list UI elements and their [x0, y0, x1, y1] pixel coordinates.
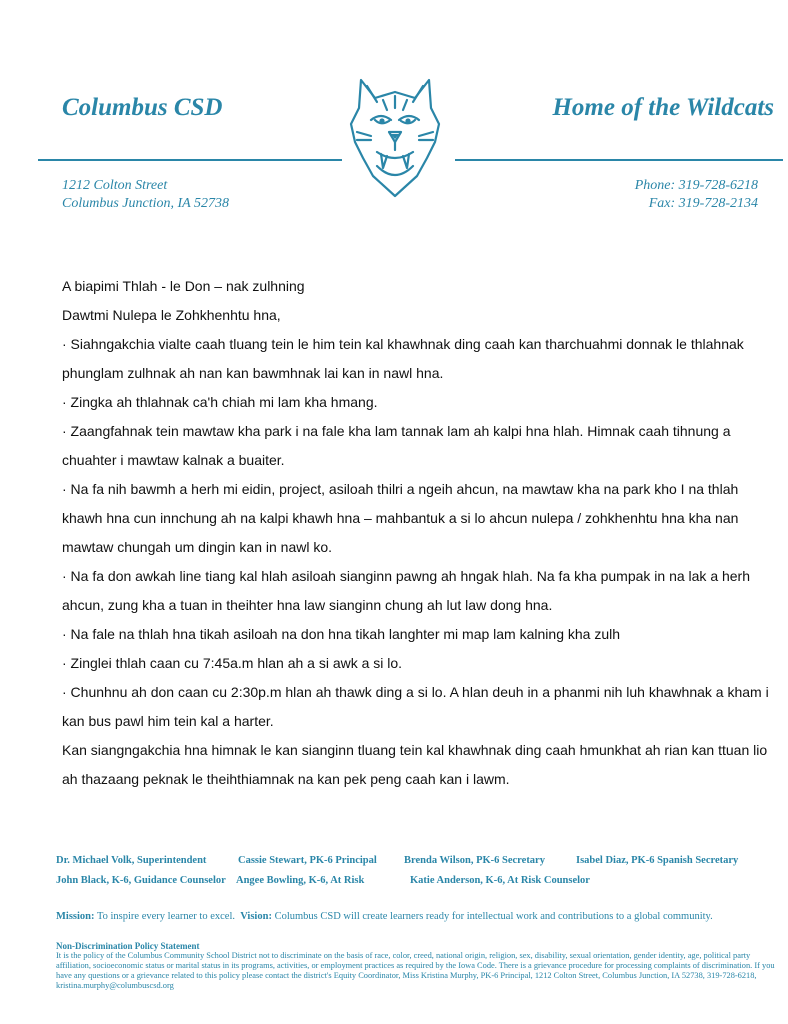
vision-label: Vision:: [240, 911, 272, 922]
contact-block: [635, 177, 758, 213]
staff-spanish-secretary: Isabel Diaz, PK-6 Spanish Secretary: [576, 855, 739, 866]
phone-number: Phone: 319-728-6218: [634, 178, 758, 193]
letter-paragraph: · Na fa don awkah line tiang kal hlah asiloah sianginn pawng ah hngak hlah. Na fa kha pumpak in na lak a herh ahcun, zung kha a tuan in theihter hna law sianginn chung ah lut law dong hna.: [62, 568, 751, 613]
address-block: [62, 177, 229, 213]
letter-title: A biapimi Thlah - le Don – nak zulhning: [62, 278, 305, 294]
header-rule-right: [455, 159, 783, 161]
header-rule-left: [38, 159, 342, 161]
letter-paragraph: · Chunhnu ah don caan cu 2:30p.m hlan ah thawk ding a si lo. A hlan deuh in a phanmi nih luh khawhnak a kham i kan bus pawl him tein kal a harter.: [62, 684, 769, 729]
staff-secretary: Brenda Wilson, PK-6 Secretary: [404, 855, 545, 866]
staff-guidance-counselor: John Black, K-6, Guidance Counselor: [56, 875, 226, 886]
letter-salutation: Dawtmi Nulepa le Zohkhenhtu hna,: [62, 307, 281, 323]
mission-label: Mission:: [56, 911, 95, 922]
letter-paragraph: · Na fa nih bawmh a herh mi eidin, project, asiloah thilri a ngeih ahcun, na mawtaw kha na park kho I na thlah khawh hna cun innchung ah na kalpi khawh hna – mahbantuk a si lo ahcun nulepa / zohkhenhtu hna kha nan mawtaw chungah um dingin kan in nawl ko.: [62, 481, 739, 555]
letter-paragraph: · Zinglei thlah caan cu 7:45a.m hlan ah a si awk a si lo.: [62, 655, 403, 671]
staff-principal: Cassie Stewart, PK-6 Principal: [238, 855, 377, 866]
letter-paragraph: · Siahngakchia vialte caah tluang tein le him tein kal khawhnak ding caah kan tharchuahmi donnak le thlahnak phunglam zulhnak ah nan kan bawmhnak lai kan in nawl hna.: [62, 336, 744, 381]
staff-superintendent: Dr. Michael Volk, Superintendent: [56, 855, 207, 866]
fax-number: Fax: 319-728-2134: [648, 196, 758, 211]
staff-at-risk: Angee Bowling, K-6, At Risk: [236, 875, 365, 886]
letter-paragraph: · Zingka ah thlahnak ca'h chiah mi lam kha hmang.: [62, 394, 378, 410]
vision-text: Columbus CSD will create learners ready for intellectual work and contributions to a global community.: [271, 911, 713, 922]
address-city: Columbus Junction, IA 52738: [62, 196, 229, 211]
policy-text: It is the policy of the Columbus Community School District not to discriminate on the basis of race, color, creed, national origin, religion, sex, disability, sexual orientation, gender identity, age, political party affiliation, socioeconomic status or marital status in its programs, activities, or employment practices as required by the Iowa Code. There is a grievance procedure for processing complaints of discrimination. If you have any questions or a grievance related to this policy please contact the district's Equity Coordinator, Miss Kristina Murphy, PK-6 Principal, 1212 Colton Street, Columbus Junction, IA 52738, 319-728-6218, kristina.murphy@columbuscsd.org: [56, 951, 775, 990]
letter-closing: Kan siangngakchia hna himnak le kan sianginn tluang tein kal khawhnak ding caah hmunkhat ah rian kan ttuan lio ah thazaang peknak le theihthiamnak na kan pek peng caah kan i lawm.: [62, 742, 768, 787]
letter-body: [62, 272, 782, 794]
letter-paragraph: · Na fale na thlah hna tikah asiloah na don hna tikah langhter mi map lam kalning kha zulh: [62, 626, 621, 642]
tagline: Home of the Wildcats: [552, 94, 774, 121]
wildcat-mascot-icon: [347, 72, 443, 198]
address-street: 1212 Colton Street: [62, 178, 168, 193]
letter-paragraph: · Zaangfahnak tein mawtaw kha park i na fale kha lam tannak lam ah kalpi hna hlah. Himnak caah tihnung a chuahter i mawtaw kalnak a buaiter.: [62, 423, 731, 468]
mission-text: To inspire every learner to excel.: [94, 911, 235, 922]
staff-at-risk-counselor: Katie Anderson, K-6, At Risk Counselor: [410, 875, 590, 886]
district-name: Columbus CSD: [62, 94, 223, 121]
policy-title: Non-Discrimination Policy Statement: [56, 941, 200, 951]
mission-statement: [56, 911, 776, 922]
